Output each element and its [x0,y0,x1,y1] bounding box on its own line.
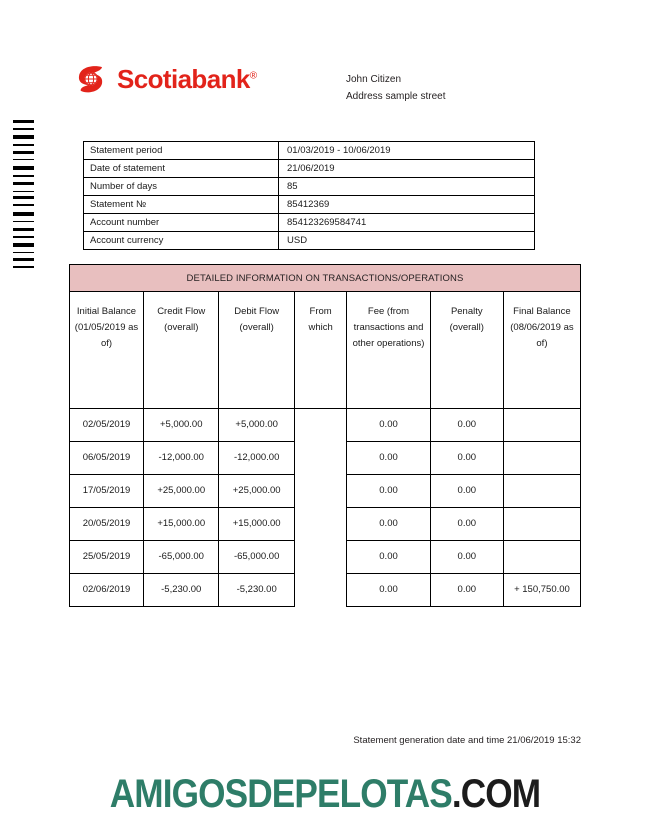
info-label: Statement № [84,196,279,214]
cell-from-which [294,409,346,442]
barcode-bar [13,218,34,219]
column-header-from-which: From which [294,292,346,409]
barcode-bar [13,132,34,133]
info-row [84,214,535,232]
bank-brand [74,62,257,96]
barcode-bar [13,258,34,261]
cell-credit-flow: +25,000.00 [144,475,219,508]
cell-from-which [294,508,346,541]
cell-credit-flow: -65,000.00 [144,541,219,574]
barcode-bar [13,120,34,123]
cell-penalty: 0.00 [430,508,503,541]
watermark-name: AMIGOSDEPELOTAS [109,772,452,816]
cell-penalty: 0.00 [430,574,503,607]
barcode-bar [13,128,34,130]
cell-fee: 0.00 [347,442,430,475]
info-row [84,232,535,250]
barcode-bar [13,270,34,272]
cell-credit-flow: -5,230.00 [144,574,219,607]
column-header-final-balance: Final Balance (08/06/2019 as of) [503,292,580,409]
bank-wordmark [117,66,257,92]
recipient-block [346,71,446,105]
info-value: 85 [279,178,535,196]
cell-fee: 0.00 [347,409,430,442]
cell-final-balance [503,442,580,475]
cell-from-which [294,574,346,607]
recipient-name: John Citizen [346,74,402,85]
cell-final-balance: + 150,750.00 [503,574,580,607]
cell-initial-balance: 06/05/2019 [70,442,144,475]
barcode-bar [13,228,34,231]
barcode-bar [13,162,34,164]
barcode-bar [13,141,34,142]
info-value: 01/03/2019 - 10/06/2019 [279,142,535,160]
cell-credit-flow: +5,000.00 [144,409,219,442]
column-header-debit-flow: Debit Flow (overall) [219,292,294,409]
barcode-bar [13,201,34,202]
cell-penalty: 0.00 [430,475,503,508]
transaction-row [70,541,581,574]
info-row [84,196,535,214]
watermark-tld: .COM [451,772,541,816]
transaction-row [70,409,581,442]
barcode-bar [13,125,34,126]
recipient-address: Address sample street [346,91,446,102]
barcode-bar [13,248,34,250]
transactions-header-row [70,292,581,409]
cell-credit-flow: +15,000.00 [144,508,219,541]
cell-fee: 0.00 [347,508,430,541]
info-label: Account currency [84,232,279,250]
barcode-bar [13,208,34,210]
cell-penalty: 0.00 [430,409,503,442]
scotiabank-s-globe-icon [74,62,108,96]
column-header-penalty: Penalty (overall) [430,292,503,409]
column-header-fee: Fee (from transactions and other operations) [347,292,430,409]
transactions-head [70,265,581,409]
cell-initial-balance: 17/05/2019 [70,475,144,508]
column-header-initial-balance: Initial Balance (01/05/2019 as of) [70,292,144,409]
transactions-banner-row [70,265,581,292]
transactions-table [69,264,581,607]
cell-penalty: 0.00 [430,541,503,574]
barcode-bar [13,191,34,192]
info-row [84,160,535,178]
cell-initial-balance: 02/06/2019 [70,574,144,607]
cell-debit-flow: -12,000.00 [219,442,294,475]
info-value: 854123269584741 [279,214,535,232]
barcode-bar [13,224,34,226]
barcode-bar [13,233,34,234]
barcode-bar [13,159,34,160]
info-label: Date of statement [84,160,279,178]
barcode-bar [13,204,34,206]
transaction-row [70,508,581,541]
barcode-bar [13,243,34,247]
cell-fee: 0.00 [347,574,430,607]
barcode-bar [13,172,34,173]
barcode-bar [13,182,34,185]
cell-from-which [294,442,346,475]
barcode-bar [13,266,34,268]
barcode-bar [13,166,34,170]
transactions-banner: DETAILED INFORMATION ON TRANSACTIONS/OPERATIONS [70,265,581,292]
cell-credit-flow: -12,000.00 [144,442,219,475]
cell-final-balance [503,409,580,442]
info-row [84,142,535,160]
cell-final-balance [503,508,580,541]
barcode-bar [13,156,34,157]
cell-initial-balance: 02/05/2019 [70,409,144,442]
cell-from-which [294,475,346,508]
column-header-credit-flow: Credit Flow (overall) [144,292,219,409]
cell-debit-flow: -65,000.00 [219,541,294,574]
barcode-bar [13,196,34,199]
barcode-bar [13,212,34,216]
info-label: Number of days [84,178,279,196]
transaction-row [70,475,581,508]
barcode-bar [13,135,34,139]
cell-from-which [294,541,346,574]
bank-name-text: Scotiabank [117,64,250,94]
generation-datetime: Statement generation date and time 21/06/2019 15:32 [353,735,581,746]
site-watermark [39,774,611,814]
barcode [13,120,34,272]
barcode-bar [13,187,34,189]
barcode-bar [13,194,34,195]
cell-final-balance [503,541,580,574]
info-label: Account number [84,214,279,232]
cell-final-balance [503,475,580,508]
barcode-bar [13,175,34,177]
info-row [84,178,535,196]
barcode-bar [13,255,34,256]
cell-debit-flow: +25,000.00 [219,475,294,508]
barcode-bar [13,236,34,238]
info-value: 21/06/2019 [279,160,535,178]
info-value: 85412369 [279,196,535,214]
barcode-bar [13,151,34,154]
cell-penalty: 0.00 [430,442,503,475]
barcode-bar [13,144,34,146]
statement-info-table [83,141,535,250]
registered-trademark-icon: ® [249,70,257,82]
cell-debit-flow: -5,230.00 [219,574,294,607]
barcode-bar [13,252,34,253]
barcode-bar [13,147,34,149]
cell-fee: 0.00 [347,475,430,508]
barcode-bar [13,263,34,264]
transaction-row [70,574,581,607]
info-value: USD [279,232,535,250]
barcode-bar [13,240,34,241]
barcode-bar [13,221,34,222]
statement-info-body [84,142,535,250]
cell-debit-flow: +5,000.00 [219,409,294,442]
transaction-row [70,442,581,475]
barcode-bar [13,179,34,180]
info-label: Statement period [84,142,279,160]
transactions-body [70,409,581,607]
cell-debit-flow: +15,000.00 [219,508,294,541]
cell-initial-balance: 25/05/2019 [70,541,144,574]
cell-initial-balance: 20/05/2019 [70,508,144,541]
cell-fee: 0.00 [347,541,430,574]
